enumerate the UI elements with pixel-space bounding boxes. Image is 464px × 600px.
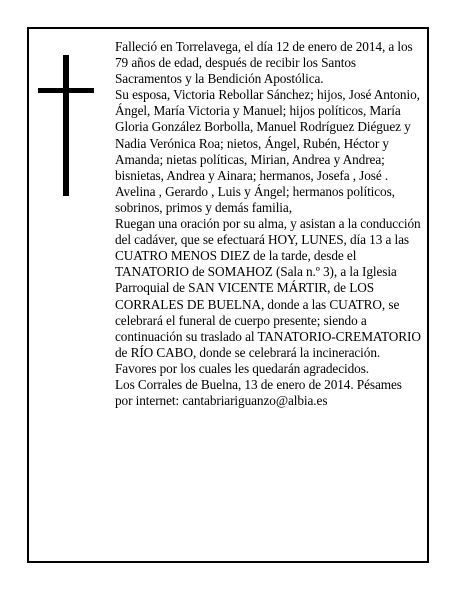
family-paragraph: Su esposa, Victoria Rebollar Sánchez; hijos, José Antonio, Ángel, María Victoria y Manuel; hijos políticos, María Gloria González Borbolla, Manuel Rodríguez Diéguez y Nadia Verónica Roa; nietos, Ángel, Rubén, Héctor y Amanda; nietas políticas, Mirian, Andrea y Andrea; bisnietas, Andrea y Ainara; hermanos, Josefa , José . Avelina , Gerardo , Luis y Ángel; hermanos políticos, sobrinos, primos y demás familia, <box>115 87 420 215</box>
date-and-contact-paragraph: Los Corrales de Buelna, 13 de enero de 2014. Pésames por internet: cantabriariguanzo@albia.es <box>115 376 402 409</box>
funeral-details-paragraph: Ruegan una oración por su alma, y asistan a la conducción del cadáver, que se efectuará HOY, LUNES, día 13 a las CUATRO MENOS DIEZ de la tarde, desde el TANATORIO de SOMAHOZ (Sala n.º 3), a la Iglesia Parroquial de SAN VICENTE MÁRTIR, de LOS CORRALES DE BUELNA, donde a las CUATRO, se celebrará el funeral de cuerpo presente; siendo a continuación su traslado al TANATORIO-CREMATORIO de RÍO CABO, donde se celebrará la incineración. Favores por los cuales les quedarán agradecidos. <box>115 216 421 376</box>
cross-vertical-bar <box>63 55 69 196</box>
death-announcement-paragraph: Falleció en Torrelavega, el día 12 de enero de 2014, a los 79 años de edad, después de recibir los Santos Sacramentos y la Bendición Apostólica. <box>115 39 413 87</box>
obituary-text <box>115 39 421 409</box>
cross-horizontal-bar <box>38 88 94 93</box>
